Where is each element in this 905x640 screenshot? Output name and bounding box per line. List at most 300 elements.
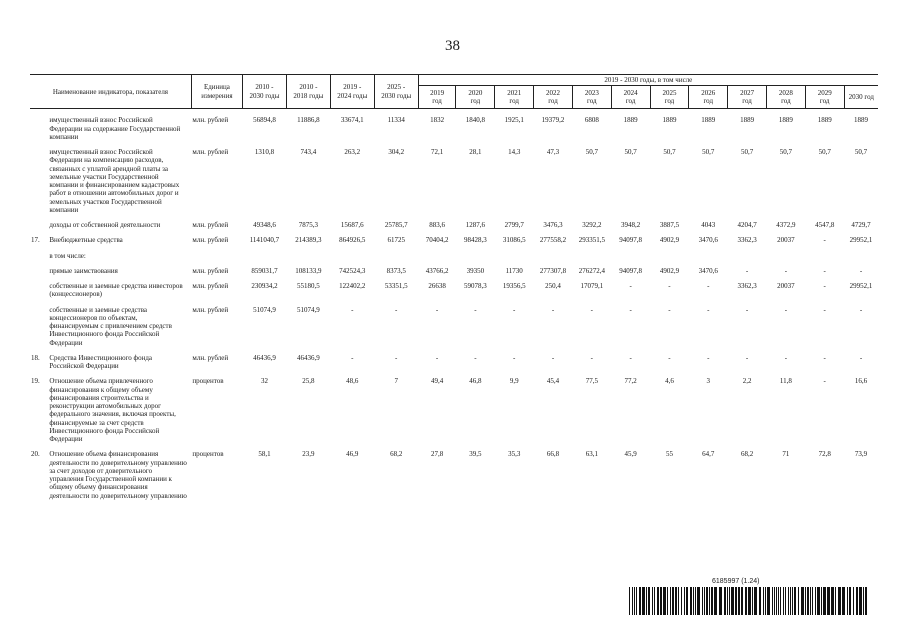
indicator-name: в том числе: [49, 251, 86, 260]
indicator-name: имущественный взнос Российской Федерации на компенсацию расходов, связанных с уплатой арендной платы за земельные участки Государственной компании и финансированием кадастровых работ в отношении автомобильных дорог и земельных участков Государственной компании [49, 148, 180, 214]
barcode-bar [697, 587, 700, 615]
indicator-name: Отношение объема финансирования деятельности по доверительному управлению за счет доходов от доверительного управления Государственной компании к общему объему финансирования деятельности по доверительному управлению [49, 450, 187, 500]
table-row [30, 376, 878, 449]
year-word: год [742, 97, 752, 106]
value-cell: 35,3 [508, 450, 521, 459]
header-year [456, 86, 495, 109]
value-cell: - [707, 305, 710, 314]
value-cell: 66,8 [546, 450, 560, 459]
value-cell: - [859, 353, 863, 362]
value-cell: 43766,2 [425, 266, 449, 275]
year-number: 2028 [778, 89, 793, 97]
indicator-name: Внебюджетные средства [49, 236, 123, 245]
barcode-bar [639, 587, 641, 615]
barcode-bar [765, 587, 766, 615]
value-cell: - [590, 305, 593, 314]
value-cell: - [823, 377, 826, 386]
value-cell [728, 251, 767, 266]
header-period-line1: 2010 - [299, 83, 318, 92]
value-cell: 1889 [623, 116, 638, 125]
value-cell [242, 251, 286, 266]
header-period-2019-2024 [330, 75, 374, 109]
value-cell: 3362,3 [737, 282, 757, 290]
value-cell: 50,7 [624, 148, 637, 156]
indicator-name: Средства Инвестиционного фонда Российской Федерации [49, 353, 152, 370]
value-cell: 32 [260, 377, 268, 386]
barcode-bar [709, 587, 710, 615]
barcode-bar [646, 587, 647, 615]
row-number [30, 251, 48, 266]
barcode-bar [798, 587, 799, 615]
header-year [689, 86, 728, 109]
barcode-bar [686, 587, 688, 615]
indicator-unit: процентов [192, 377, 224, 386]
value-cell: 46,9 [346, 450, 359, 459]
value-cell: 4204,7 [737, 221, 757, 229]
barcode-bar [865, 587, 867, 615]
indicator-unit: млн. рублей [192, 305, 229, 314]
value-cell: - [395, 305, 398, 314]
value-cell: 883,6 [429, 221, 445, 229]
value-cell: 77,5 [585, 377, 598, 386]
barcode-caption: 6185997 (1.24) [712, 578, 760, 585]
barcode-bar [714, 587, 717, 615]
value-cell: - [745, 266, 749, 275]
barcode-bar [684, 587, 685, 615]
barcode-bar [767, 587, 770, 615]
value-cell: 4,6 [665, 377, 674, 386]
value-cell: 58,1 [258, 450, 271, 459]
value-cell [286, 251, 330, 266]
header-year [766, 86, 805, 109]
value-cell: 63,1 [585, 450, 598, 459]
value-cell: 33674,1 [340, 116, 364, 125]
value-cell: - [745, 305, 749, 314]
header-indicator-name: Наименование индикатора, показателя [30, 75, 191, 109]
value-cell: 53351,5 [384, 282, 408, 290]
value-cell: 98428,3 [464, 236, 487, 245]
barcode-bar [704, 587, 705, 615]
barcode-bar [735, 587, 737, 615]
barcode-bar [778, 587, 779, 615]
table-header [30, 75, 878, 109]
barcode-bar [805, 587, 806, 615]
value-cell: 94097,8 [619, 266, 642, 275]
value-cell: 16,6 [854, 377, 868, 386]
barcode-bar [652, 587, 653, 615]
value-cell: 1889 [854, 116, 869, 125]
barcode-bar [690, 587, 692, 615]
barcode-bar [807, 587, 809, 615]
barcode-bar [657, 587, 659, 615]
value-cell: 230934,2 [251, 282, 278, 290]
barcode-bar [759, 587, 761, 615]
barcode-bar [821, 587, 822, 615]
value-cell: 61725 [387, 236, 405, 245]
value-cell [456, 251, 495, 266]
value-cell [844, 251, 878, 266]
year-number: 2025 [662, 89, 677, 97]
row-number [30, 266, 48, 281]
value-cell: 15687,6 [340, 221, 364, 229]
value-cell: 39,5 [469, 450, 482, 459]
header-year [418, 86, 456, 109]
value-cell [689, 251, 728, 266]
header-year [572, 86, 611, 109]
year-word: год [548, 97, 558, 106]
value-cell: - [351, 353, 354, 362]
year-word: год [664, 97, 675, 106]
page-number: 38 [445, 38, 460, 54]
table-row [30, 449, 878, 506]
header-period-line2: 2030 годы [381, 91, 412, 100]
barcode-bar [790, 587, 791, 615]
value-cell: 73,9 [854, 450, 868, 459]
barcode-bar [695, 587, 696, 615]
value-cell: 64,7 [702, 450, 715, 459]
value-cell: - [668, 282, 671, 290]
header-year [495, 86, 534, 109]
value-cell: 50,7 [779, 148, 792, 156]
indicator-unit: млн. рублей [192, 148, 229, 156]
table-row [30, 305, 878, 353]
barcode-bar [788, 587, 789, 615]
value-cell [418, 251, 456, 266]
value-cell: - [823, 305, 826, 314]
barcode-bar [847, 587, 848, 615]
value-cell: 68,2 [390, 450, 403, 459]
value-cell: - [784, 305, 788, 314]
value-cell: - [823, 353, 826, 362]
value-cell: 250,4 [545, 282, 561, 290]
value-cell: 25785,7 [384, 221, 408, 229]
table-row [30, 251, 878, 266]
barcode-bar [831, 587, 834, 615]
barcode-bar [660, 587, 662, 615]
barcode-bar [815, 587, 816, 615]
value-cell: 277558,2 [539, 236, 567, 245]
header-period-2010-2018 [286, 75, 330, 109]
value-cell: - [668, 353, 671, 362]
year-number: 2021 [507, 89, 522, 97]
value-cell: 46,8 [469, 377, 482, 386]
header-period-line1: 2019 - [343, 83, 362, 92]
header-year [805, 86, 844, 109]
row-number [30, 147, 48, 220]
value-cell: - [590, 353, 593, 362]
table-row [30, 281, 878, 305]
header-unit [191, 75, 242, 109]
table-body [30, 109, 878, 506]
value-cell: 1287,6 [465, 221, 485, 229]
value-cell: 8373,5 [386, 266, 406, 275]
value-cell: 39350 [466, 266, 485, 275]
value-cell: - [707, 282, 710, 290]
value-cell: - [351, 305, 354, 314]
indicator-unit: млн. рублей [192, 282, 229, 290]
value-cell: - [823, 282, 826, 290]
value-cell: 3292,2 [582, 221, 602, 229]
header-period-2025-2030 [374, 75, 418, 109]
barcode-bar [754, 587, 757, 615]
barcode-bar [670, 587, 671, 615]
value-cell: 45,4 [546, 377, 560, 386]
indicator-unit: млн. рублей [192, 116, 229, 125]
header-period-line2: 2018 годы [293, 91, 324, 100]
value-cell: - [435, 353, 439, 362]
value-cell: 7 [394, 377, 398, 386]
row-number [30, 305, 48, 353]
value-cell: - [707, 353, 710, 362]
value-cell: - [784, 266, 788, 275]
value-cell: 49348,6 [253, 221, 276, 229]
value-cell: 19356,5 [502, 282, 526, 290]
value-cell: 77,2 [624, 377, 637, 386]
year-word: год [509, 97, 519, 106]
value-cell: 94097,8 [619, 236, 642, 245]
header-period-line1: 2010 - [255, 83, 274, 92]
value-cell: 72,1 [430, 148, 444, 156]
header-year-last: 2030 год [844, 86, 878, 109]
year-word: год [470, 97, 481, 106]
barcode-bar [838, 587, 841, 615]
table-row [30, 147, 878, 220]
value-cell: 6808 [584, 116, 599, 125]
value-cell: 1889 [701, 116, 716, 125]
barcode-bar [794, 587, 796, 615]
barcode-bar [702, 587, 703, 615]
barcode-bar [711, 587, 713, 615]
header-period-2010-2030 [242, 75, 286, 109]
barcode-bar [801, 587, 804, 615]
value-cell: 29952,1 [849, 236, 873, 245]
value-cell: - [859, 266, 863, 275]
value-cell [572, 251, 611, 266]
barcode-bar [827, 587, 830, 615]
value-cell: 11730 [505, 266, 523, 275]
value-cell: 19379,2 [541, 116, 565, 125]
year-word: год [781, 97, 791, 106]
value-cell: 20037 [777, 282, 795, 290]
value-cell: 17079,1 [580, 282, 604, 290]
row-number: 20. [31, 450, 40, 459]
value-cell: 1889 [740, 116, 755, 125]
year-word: год [703, 97, 714, 106]
indicator-name: имущественный взнос Российской Федерации на содержание Государственной компании [49, 116, 181, 141]
value-cell: 122402,2 [339, 282, 366, 290]
header-unit-line1: Единица [203, 83, 230, 92]
value-cell: 4729,7 [851, 221, 871, 229]
value-cell: 742524,3 [339, 266, 366, 275]
value-cell [495, 251, 534, 266]
indicator-name: Отношение объема привлеченного финансирования к общему объему финансирования строительства и реконструкции автомобильных дорог федерального значения, включая проекты, финансируемые за счет средств Инвестиционного фонда Российской Федерации [49, 377, 176, 443]
year-word: год [432, 97, 442, 106]
indicators-table [30, 74, 878, 506]
barcode-bar [667, 587, 668, 615]
value-cell [766, 251, 805, 266]
value-cell [330, 251, 374, 266]
value-cell: 23,9 [302, 450, 315, 459]
value-cell: 1889 [778, 116, 793, 125]
value-cell: 859031,7 [251, 266, 278, 275]
barcode-bar [823, 587, 826, 615]
barcode-bar [724, 587, 726, 615]
barcode-bar [774, 587, 775, 615]
value-cell: 4902,9 [659, 236, 680, 245]
barcode-bar [675, 587, 677, 615]
barcode-bar [745, 587, 747, 615]
barcode-bar [780, 587, 781, 615]
indicator-unit: млн. рублей [192, 236, 229, 245]
barcode-bar [842, 587, 845, 615]
value-cell: 263,2 [344, 148, 361, 156]
row-number [30, 281, 48, 305]
value-cell: - [551, 305, 555, 314]
year-number: 2024 [623, 89, 638, 97]
barcode-bar [835, 587, 836, 615]
value-cell: 48,6 [346, 377, 359, 386]
header-year [611, 86, 650, 109]
indicator-unit: млн. рублей [192, 221, 229, 229]
value-cell: - [629, 353, 632, 362]
value-cell: - [629, 282, 632, 290]
value-cell: 293351,5 [578, 236, 605, 245]
value-cell: 27,8 [430, 450, 444, 459]
value-cell: 26638 [428, 282, 446, 290]
barcode-bar [719, 587, 722, 615]
barcode-bar [672, 587, 674, 615]
header-period-line2: 2030 годы [249, 91, 280, 100]
value-cell: 46436,9 [296, 353, 320, 362]
year-number: 2027 [740, 89, 755, 97]
value-cell: 51074,9 [296, 305, 320, 314]
value-cell: 45,9 [624, 450, 637, 459]
value-cell: 4547,8 [815, 221, 835, 229]
barcode-bar [693, 587, 694, 615]
value-cell: 3476,3 [543, 221, 563, 229]
value-cell: 1832 [430, 116, 445, 125]
indicator-name: собственные и заемные средства концессионеров по объектам, финансируемым с привлечением средств Инвестиционного фонда Российской Федерации [49, 305, 172, 347]
row-number: 18. [31, 353, 40, 362]
barcode-bar [681, 587, 682, 615]
indicator-unit: процентов [192, 450, 224, 459]
barcode-bar [727, 587, 728, 615]
header-unit-line2: измерения [201, 91, 233, 100]
barcode-bar [731, 587, 734, 615]
value-cell: 304,2 [388, 148, 405, 156]
value-cell: 14,3 [508, 148, 521, 156]
value-cell: 47,3 [546, 148, 560, 156]
year-word: год [587, 97, 597, 106]
barcode-bar [648, 587, 650, 615]
header-year [728, 86, 767, 109]
barcode-bar [856, 587, 858, 615]
value-cell: 214389,3 [295, 236, 322, 245]
barcode-bar [810, 587, 811, 615]
year-word: год [819, 97, 830, 106]
value-cell: 11,8 [779, 377, 792, 386]
value-cell: 59078,3 [464, 282, 487, 290]
barcode-bar [663, 587, 666, 615]
value-cell: 50,7 [663, 148, 676, 156]
indicator-unit: млн. рублей [192, 266, 229, 275]
barcode-bar [642, 587, 645, 615]
row-number: 19. [31, 377, 40, 386]
barcode-bar [729, 587, 730, 615]
value-cell: 4902,9 [659, 266, 680, 275]
value-cell: 68,2 [740, 450, 754, 459]
header-period-line1: 2025 - [387, 83, 406, 92]
value-cell: 1840,8 [465, 116, 485, 125]
value-cell: 2,2 [742, 377, 752, 386]
barcode-bar [812, 587, 813, 615]
value-cell: 50,7 [585, 148, 598, 156]
value-cell: - [668, 305, 671, 314]
barcode-bar [629, 587, 630, 615]
barcode-bar [792, 587, 793, 615]
value-cell: - [784, 353, 788, 362]
value-cell: 46436,9 [253, 353, 276, 362]
barcode-bar [636, 587, 637, 615]
value-cell: 3 [706, 377, 710, 386]
barcode-bar [859, 587, 862, 615]
value-cell: 1889 [662, 116, 677, 125]
barcode-bar [706, 587, 708, 615]
barcode-bar [632, 587, 633, 615]
header-year [650, 86, 689, 109]
value-cell: 71 [782, 450, 790, 459]
value-cell: - [513, 305, 516, 314]
barcode-bar [785, 587, 786, 615]
value-cell: 1310,8 [254, 148, 275, 156]
value-cell: - [859, 305, 863, 314]
value-cell: - [474, 305, 477, 314]
barcode-bar [783, 587, 784, 615]
barcode-bar [678, 587, 679, 615]
value-cell [650, 251, 689, 266]
value-cell: - [474, 353, 477, 362]
value-cell: 277307,8 [539, 266, 567, 275]
value-cell: 11886,8 [297, 116, 320, 125]
value-cell: 50,7 [740, 148, 754, 156]
value-cell: 9,9 [509, 377, 519, 386]
value-cell: 55 [665, 450, 673, 459]
value-cell: - [823, 266, 826, 275]
year-number: 2020 [468, 89, 483, 97]
value-cell: - [513, 353, 516, 362]
row-number [30, 115, 48, 147]
value-cell: 49,4 [430, 377, 444, 386]
value-cell: 7875,3 [298, 221, 318, 229]
table-row [30, 220, 878, 235]
header-period-line2: 2024 годы [337, 91, 368, 100]
value-cell: 25,8 [302, 377, 315, 386]
barcode-bar [776, 587, 777, 615]
value-cell: 1889 [817, 116, 832, 125]
table-row [30, 353, 878, 377]
table-row [30, 115, 878, 147]
value-cell: - [745, 353, 749, 362]
value-cell: 28,1 [469, 148, 482, 156]
barcode-bar [853, 587, 854, 615]
value-cell: 11334 [387, 116, 405, 125]
value-cell: 55180,5 [296, 282, 320, 290]
value-cell: 31086,5 [502, 236, 526, 245]
value-cell [611, 251, 650, 266]
year-number: 2023 [584, 89, 599, 97]
value-cell: 3887,5 [659, 221, 680, 229]
barcode-bar [748, 587, 751, 615]
